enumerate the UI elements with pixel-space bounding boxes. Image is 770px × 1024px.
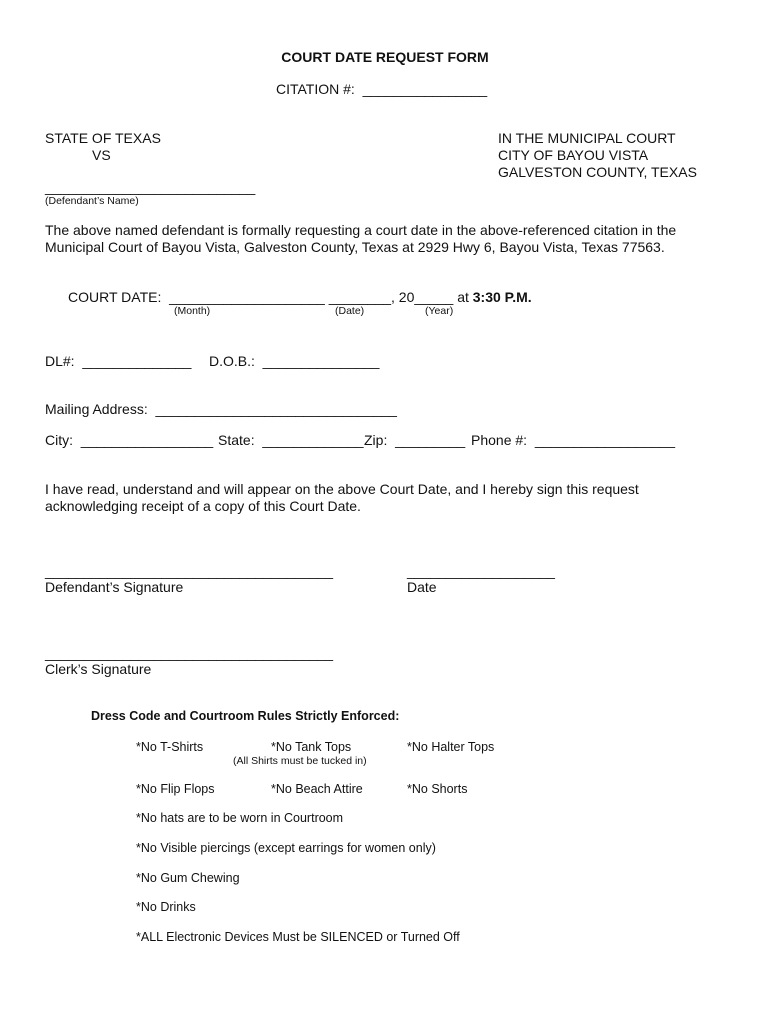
defendant-signature-label: Defendant’s Signature — [45, 579, 184, 595]
clerk-signature-label: Clerk’s Signature — [45, 661, 152, 677]
caption-court: IN THE MUNICIPAL COURT — [498, 130, 676, 146]
defendant-signature-line: _____________________________________ — [45, 563, 334, 579]
caption-state: STATE OF TEXAS — [45, 130, 161, 146]
month-label: (Month) — [174, 305, 211, 317]
rule-no-drinks: *No Drinks — [136, 900, 196, 914]
phone-field: Phone #: __________________ — [471, 432, 675, 448]
year-label: (Year) — [425, 305, 454, 317]
tucked-in-note: (All Shirts must be tucked in) — [233, 755, 367, 767]
dl-field: DL#: ______________ — [45, 353, 192, 369]
state-field: State: _____________ — [218, 432, 364, 448]
rule-no-piercings: *No Visible piercings (except earrings for women only) — [136, 841, 436, 855]
citation-field: CITATION #: ________________ — [276, 81, 488, 97]
rule-no-hats: *No hats are to be worn in Courtroom — [136, 811, 344, 825]
rule-no-halter-tops: *No Halter Tops — [407, 740, 495, 754]
acknowledgement-line-2: acknowledging receipt of a copy of this Court Date. — [45, 498, 361, 514]
caption-vs: VS — [92, 147, 111, 163]
rule-no-tshirts: *No T-Shirts — [136, 740, 204, 754]
court-time: 3:30 P.M. — [472, 289, 532, 305]
rule-no-tank-tops: *No Tank Tops — [271, 740, 352, 754]
date-signature-label: Date — [407, 579, 437, 595]
rule-no-shorts: *No Shorts — [407, 782, 468, 796]
clerk-signature-line: _____________________________________ — [45, 645, 334, 661]
dress-code-heading: Dress Code and Courtroom Rules Strictly Enforced: — [91, 709, 400, 723]
defendant-name-line: ___________________________ — [45, 179, 256, 195]
dob-field: D.O.B.: _______________ — [209, 353, 380, 369]
rule-electronic-devices: *ALL Electronic Devices Must be SILENCED or Turned Off — [136, 930, 460, 944]
form-title: COURT DATE REQUEST FORM — [281, 49, 489, 65]
mailing-address-field: Mailing Address: _______________________________ — [45, 401, 397, 417]
city-field: City: _________________ — [45, 432, 214, 448]
defendant-name-label: (Defendant’s Name) — [45, 195, 139, 207]
acknowledgement-line-1: I have read, understand and will appear on the above Court Date, and I hereby sign this request — [45, 481, 639, 497]
intro-line-2: Municipal Court of Bayou Vista, Galveston County, Texas at 2929 Hwy 6, Bayou Vista, Texas 77563. — [45, 239, 665, 255]
date-signature-line: ___________________ — [407, 563, 555, 579]
rule-no-beach-attire: *No Beach Attire — [271, 782, 363, 796]
court-date-field — [68, 290, 532, 304]
caption-county: GALVESTON COUNTY, TEXAS — [498, 164, 697, 180]
intro-line-1: The above named defendant is formally requesting a court date in the above-referenced citation in the — [45, 222, 677, 238]
rule-no-gum: *No Gum Chewing — [136, 871, 240, 885]
zip-field: Zip: _________ — [364, 432, 466, 448]
date-label: (Date) — [335, 305, 365, 317]
rule-no-flip-flops: *No Flip Flops — [136, 782, 215, 796]
caption-city: CITY OF BAYOU VISTA — [498, 147, 649, 163]
court-date-text: COURT DATE: ____________________ ________, 20_____ at — [68, 289, 473, 305]
